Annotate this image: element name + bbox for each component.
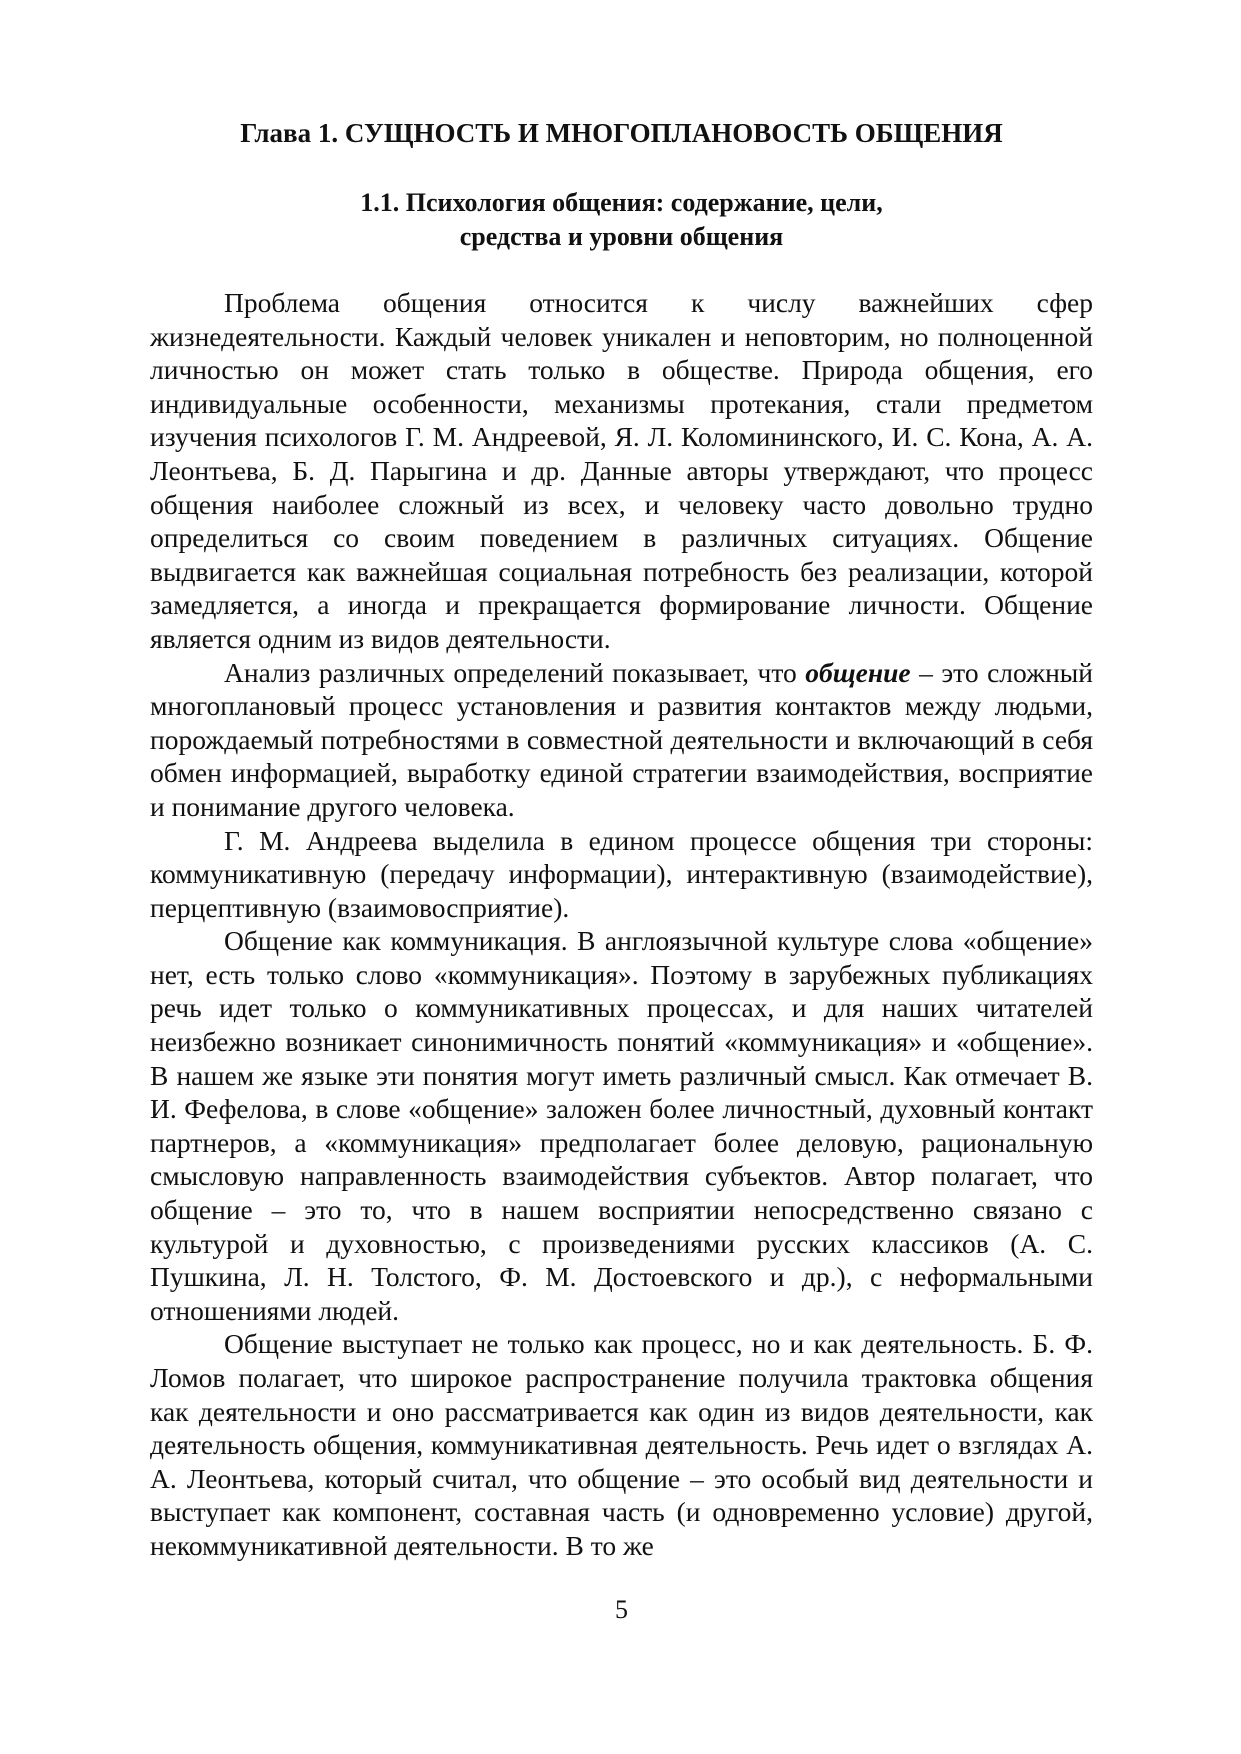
defined-term-obshchenie: общение <box>805 656 911 688</box>
section-title-line-1: 1.1. Психология общения: содержание, цели, <box>360 188 883 217</box>
paragraph-2-lead: Анализ различных определений показывает, что <box>224 656 806 688</box>
paragraph-2-rest: – это сложный многоплановый процесс установления и развития контактов между людьми, порождаемый потребностями в совместной деятельности и включающий в себя обмен информацией, выработку единой стратегии взаимодействия, восприятие и понимание другого человека. <box>150 656 1093 822</box>
paragraph-1: Проблема общения относится к числу важнейших сфер жизнедеятельности. Каждый человек уникален и неповторим, но полноценной личностью он может стать только в обществе. Природа общения, его индивидуальные особенности, механизмы протекания, стали предметом изучения психологов Г. М. Андреевой, Я. Л. Коломининского, И. С. Кона, А. А. Леонтьева, Б. Д. Парыгина и др. Данные авторы утверждают, что процесс общения наиболее сложный из всех, и человеку часто довольно трудно определиться со своим поведением в различных ситуациях. Общение выдвигается как важнейшая социальная потребность без реализации, которой замедляется, а иногда и прекращается формирование личности. Общение является одним из видов деятельности. <box>150 287 1093 654</box>
chapter-title: Глава 1. СУЩНОСТЬ И МНОГОПЛАНОВОСТЬ ОБЩЕНИЯ <box>240 118 1003 148</box>
section-title-line-2: средства и уровни общения <box>459 222 784 251</box>
paragraph-3: Г. М. Андреева выделила в едином процессе общения три стороны: коммуникативную (передачу информации), интерактивную (взаимодействие), перцептивную (взаимовосприятие). <box>150 824 1093 923</box>
paragraph-2 <box>150 656 1093 824</box>
paragraph-4: Общение как коммуникация. В англоязычной культуре слова «общение» нет, есть только слово «коммуникация». Поэтому в зарубежных публикациях речь идет только о коммуникативных процессах, и для наших читателей неизбежно возникает синонимичность понятий «коммуникация» и «общение». В нашем же языке эти понятия могут иметь различный смысл. Как отмечает В. И. Фефелова, в слове «общение» заложен более личностный, духовный контакт партнеров, а «коммуникация» предполагает более деловую, рациональную смысловую направленность взаимодействия субъектов. Автор полагает, что общение – это то, что в нашем восприятии непосредственно связано с культурой и духовностью, с произведениями русских классиков (А. С. Пушкина, Л. Н. Толстого, Ф. М. Достоевского и др.), с неформальными отношениями людей. <box>150 925 1093 1326</box>
section-title <box>150 186 1093 254</box>
body-text <box>150 286 1093 1563</box>
paragraph-5: Общение выступает не только как процесс, но и как деятельность. Б. Ф. Ломов полагает, что широкое распространение получила трактовка общения как деятельности и оно рассматривается как один из видов деятельности, как деятельность общения, коммуникативная деятельность. Речь идет о взглядах А. А. Леонтьева, который считал, что общение – это особый вид деятельности и выступает как компонент, составная часть (и одновременно условие) другой, некоммуникативной деятельности. В то же <box>150 1328 1093 1561</box>
document-page <box>150 0 1093 1754</box>
page-number: 5 <box>615 1595 628 1624</box>
